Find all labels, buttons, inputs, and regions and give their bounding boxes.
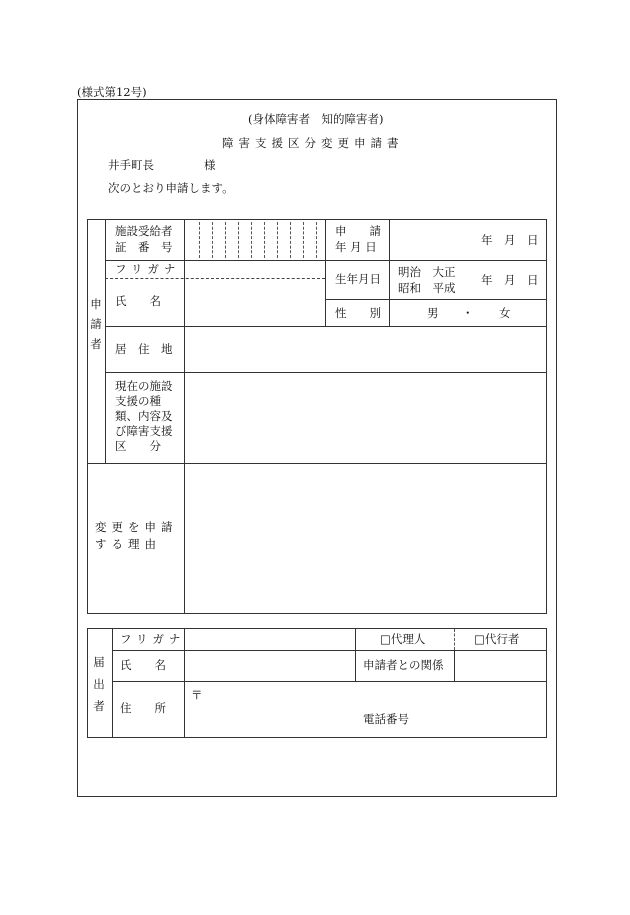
row-line-1 [105,260,547,261]
app-date-label-2: 年 月 日 [335,240,377,254]
row-line-5 [87,463,547,464]
cert-digit-divider [238,222,239,258]
category-line: (身体障害者 知的障害者) [248,112,384,126]
notifier-furigana-label: フリガナ [120,632,186,646]
right-label-divider [389,219,390,326]
notifier-value-divider [355,628,356,681]
cert-digit-divider [264,222,265,258]
agent-option[interactable]: □代理人 [380,632,426,646]
addressee-town: 井手町長 [108,158,154,172]
cert-value-divider [325,219,326,326]
cert-label-2: 証 番 号 [115,240,173,254]
name-label: 氏 名 [115,294,161,308]
relation-divider [454,650,455,681]
address-label: 居 住 地 [115,342,173,356]
reason-label-line2: する理由 [95,537,161,551]
applicant-section-label: 申請者 [90,297,102,351]
app-date-value: 年 月 日 [481,233,539,247]
cert-digit-divider [199,222,200,258]
current-support-label: 現在の施設 支援の種 類、内容及 び障害支援 区 分 [115,379,173,453]
sex-label: 性 別 [335,306,381,320]
addressee-honorific: 様 [204,158,216,172]
era-line-1: 明治 大正 [398,265,456,279]
furigana-dashed-line [105,278,325,279]
cert-digit-divider [290,222,291,258]
intro-text: 次のとおり申請します。 [108,181,234,195]
sex-male: 男 [427,306,439,320]
cert-digit-divider [225,222,226,258]
cert-digit-divider [251,222,252,258]
cert-digit-divider [212,222,213,258]
row-line-4 [105,372,547,373]
agent-proxy-divider [454,629,455,650]
row-line-2 [325,299,547,300]
form-number: (様式第12号) [77,85,147,99]
cert-digit-divider [316,222,317,258]
notifier-row-line-2 [112,681,547,682]
dob-label: 生年月日 [335,272,381,286]
notifier-name-label: 氏 名 [120,658,166,672]
row-line-3 [105,326,547,327]
form-title: 障害支援区分変更申請書 [222,136,404,150]
reason-label-line1: 変更を申請 [95,520,178,534]
cert-digit-divider [277,222,278,258]
sex-female: 女 [499,306,511,320]
notifier-row-line-1 [112,650,547,651]
postal-mark: 〒 [191,688,203,702]
app-date-label-1: 申 請 [335,224,381,238]
proxy-option[interactable]: □代行者 [474,632,520,646]
dob-value: 年 月 日 [481,273,539,287]
notifier-section-divider [112,628,113,738]
phone-label: 電話番号 [363,712,409,726]
era-line-2: 昭和 平成 [398,281,456,295]
notifier-section-label: 届出者 [93,655,105,713]
applicant-section-divider [105,219,106,463]
cert-digit-divider [303,222,304,258]
sex-separator: ・ [462,306,474,320]
furigana-label: フリガナ [115,262,181,276]
notifier-address-label: 住 所 [120,701,166,715]
relation-label: 申請者との関係 [363,658,444,672]
cert-label-1: 施設受給者 [115,224,173,238]
